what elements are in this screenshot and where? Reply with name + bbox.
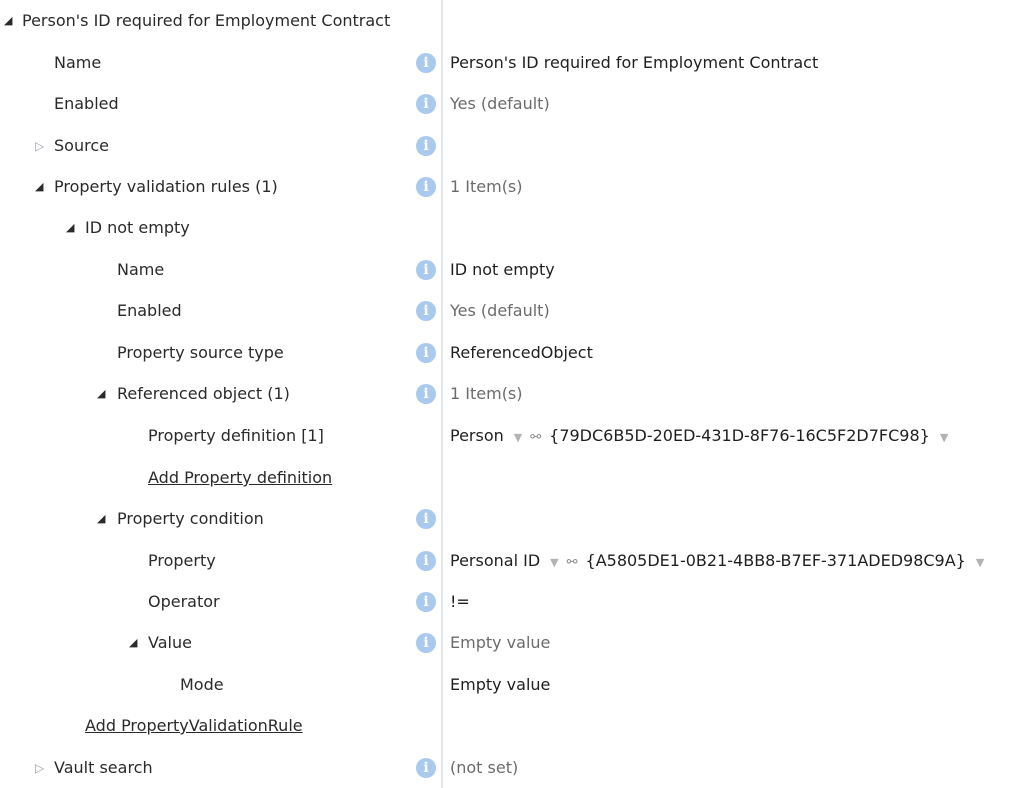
link-icon: ⚯ [566, 555, 578, 570]
info-icon[interactable]: i [416, 592, 436, 612]
dropdown-arrow-icon[interactable]: ▼ [939, 431, 949, 444]
info-icon[interactable]: i [416, 551, 436, 571]
expanded-triangle-icon[interactable]: ◢ [66, 221, 75, 234]
info-icon[interactable]: i [416, 177, 436, 197]
row-value[interactable]: != [450, 592, 470, 611]
tree-row-property-source-type[interactable] [0, 333, 1024, 373]
row-label: Person's ID required for Employment Contract [22, 11, 391, 30]
tree-row-value[interactable] [0, 623, 1024, 663]
info-icon[interactable]: i [416, 301, 436, 321]
dropdown-arrow-icon[interactable]: ▼ [975, 556, 985, 569]
row-label: Operator [148, 592, 220, 611]
tree-row-rule-name[interactable] [0, 250, 1024, 290]
tree-row-property-condition[interactable] [0, 499, 1024, 539]
row-label: Value [148, 633, 192, 652]
tree-row-mode[interactable] [0, 665, 1024, 705]
row-value[interactable]: 1 Item(s) [450, 384, 523, 403]
info-icon[interactable]: i [416, 343, 436, 363]
info-icon[interactable]: i [416, 136, 436, 156]
info-icon[interactable]: i [416, 260, 436, 280]
expanded-triangle-icon[interactable]: ◢ [97, 387, 106, 400]
row-label: Property source type [117, 343, 284, 362]
row-label: Source [54, 136, 109, 155]
tree-row-source[interactable] [0, 126, 1024, 166]
row-label: Property definition [1] [148, 426, 324, 445]
tree-row-property-definition[interactable] [0, 416, 1024, 456]
expanded-triangle-icon[interactable]: ◢ [35, 180, 44, 193]
info-icon[interactable]: i [416, 94, 436, 114]
row-label: ID not empty [85, 218, 190, 237]
info-icon[interactable]: i [416, 509, 436, 529]
tree-row-name[interactable] [0, 43, 1024, 83]
row-label: Enabled [117, 301, 182, 320]
row-value[interactable]: ID not empty [450, 260, 555, 279]
row-value[interactable]: ReferencedObject [450, 343, 593, 362]
row-label: Mode [180, 675, 224, 694]
property-definition-value[interactable] [450, 416, 948, 456]
row-label: Property condition [117, 509, 264, 528]
expanded-triangle-icon[interactable]: ◢ [129, 636, 138, 649]
property-definition-name[interactable]: Person [450, 426, 504, 445]
dropdown-arrow-icon[interactable]: ▼ [513, 431, 523, 444]
info-icon[interactable]: i [416, 758, 436, 778]
property-definition-guid[interactable]: {79DC6B5D-20ED-431D-8F76-16C5F2D7FC98} [549, 426, 930, 445]
row-value[interactable]: 1 Item(s) [450, 177, 523, 196]
tree-row-rule-enabled[interactable] [0, 291, 1024, 331]
row-value[interactable]: (not set) [450, 758, 519, 777]
property-guid[interactable]: {A5805DE1-0B21-4BB8-B7EF-371ADED98C9A} [585, 551, 966, 570]
link-icon: ⚯ [530, 430, 542, 445]
property-value[interactable] [450, 541, 984, 581]
tree-row-add-property-definition[interactable] [0, 458, 1024, 498]
info-icon[interactable]: i [416, 384, 436, 404]
row-label: Enabled [54, 94, 119, 113]
tree-row-enabled[interactable] [0, 84, 1024, 124]
tree-row-add-property-validation-rule[interactable] [0, 706, 1024, 746]
row-value[interactable]: Person's ID required for Employment Contract [450, 53, 819, 72]
row-label: Vault search [54, 758, 153, 777]
tree-row-property[interactable] [0, 541, 1024, 581]
row-label: Name [117, 260, 165, 279]
row-value[interactable]: Yes (default) [450, 94, 550, 113]
tree-row-vault-search[interactable] [0, 748, 1024, 788]
info-icon[interactable]: i [416, 53, 436, 73]
expanded-triangle-icon[interactable]: ◢ [97, 512, 106, 525]
tree-row-root[interactable] [0, 1, 1024, 41]
row-value[interactable]: Yes (default) [450, 301, 550, 320]
row-label: Referenced object (1) [117, 384, 290, 403]
tree-row-referenced-object[interactable] [0, 374, 1024, 414]
property-name[interactable]: Personal ID [450, 551, 541, 570]
tree-row-rule[interactable] [0, 208, 1024, 248]
collapsed-triangle-icon[interactable]: ▷ [35, 139, 45, 153]
tree-row-property-validation-rules[interactable] [0, 167, 1024, 207]
add-property-validation-rule-link[interactable]: Add PropertyValidationRule [85, 716, 303, 735]
dropdown-arrow-icon[interactable]: ▼ [550, 556, 559, 569]
row-value[interactable]: Empty value [450, 675, 551, 694]
add-property-definition-link[interactable]: Add Property definition [148, 468, 333, 487]
row-value[interactable]: Empty value [450, 633, 551, 652]
info-icon[interactable]: i [416, 633, 436, 653]
collapsed-triangle-icon[interactable]: ▷ [35, 761, 45, 775]
row-label: Property validation rules (1) [54, 177, 278, 196]
row-label: Name [54, 53, 102, 72]
tree-row-operator[interactable] [0, 582, 1024, 622]
expanded-triangle-icon[interactable]: ◢ [4, 14, 13, 27]
row-label: Property [148, 551, 216, 570]
